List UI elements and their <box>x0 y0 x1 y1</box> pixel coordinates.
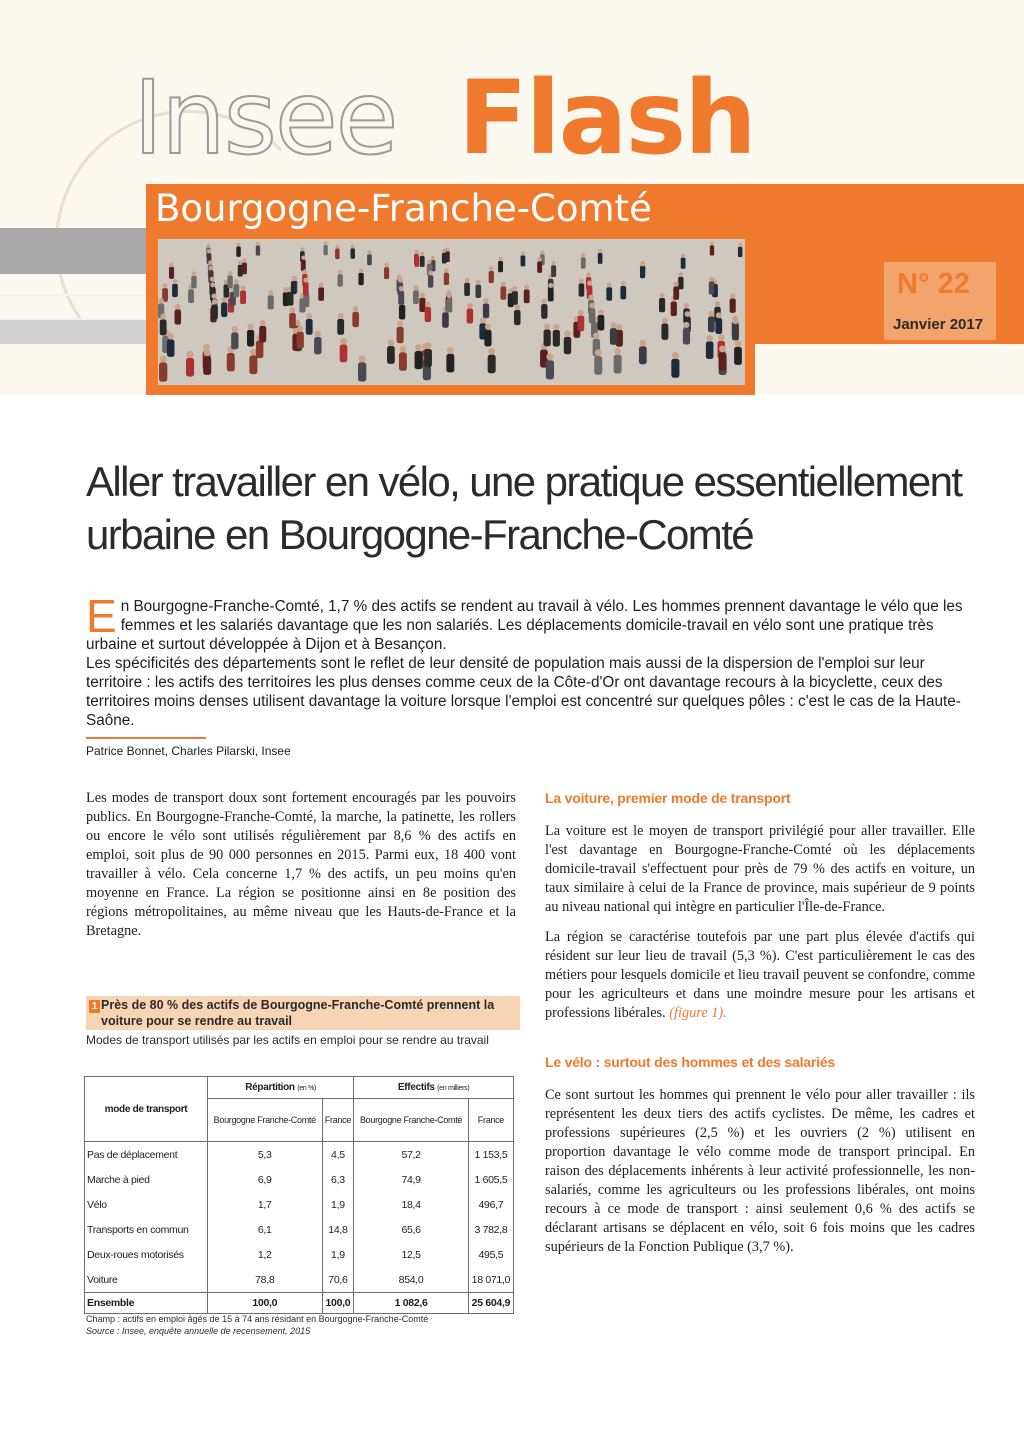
table-cell: 100,0 <box>322 1293 354 1314</box>
table-cell: 25 604,9 <box>468 1293 513 1314</box>
authors: Patrice Bonnet, Charles Pilarski, Insee <box>86 744 291 758</box>
row-label: Transports en commun <box>85 1217 208 1242</box>
table-row <box>85 1167 514 1192</box>
table-cell: 1,9 <box>322 1192 354 1217</box>
table-cell: 1,7 <box>208 1192 323 1217</box>
figure-source: Source : Insee, enquête annuelle de recensement, 2015 <box>86 1326 311 1336</box>
table-cell: 6,3 <box>322 1167 354 1192</box>
section-heading: Le vélo : surtout des hommes et des salariés <box>545 1054 835 1070</box>
right-column <box>545 789 975 1257</box>
row-label: Marche à pied <box>85 1167 208 1192</box>
abstract-paragraph: n Bourgogne-Franche-Comté, 1,7 % des actifs se rendent au travail à vélo. Les hommes prennent davantage le vélo que les femmes et les salariés davantage que les non salariés. Les déplacements domicile-travail en vélo sont une pratique très urbaine et surtout développée à Dijon et à Besançon. <box>86 598 963 653</box>
table-cell: 1 153,5 <box>468 1142 513 1168</box>
table-cell: 100,0 <box>208 1293 323 1314</box>
table-cell: 14,8 <box>322 1217 354 1242</box>
table-cell: 18,4 <box>354 1192 469 1217</box>
body-text: La région se caractérise toutefois par une part plus élevée d'actifs qui résident sur leur lieu de travail (5,3 %). C'est particulièrement le cas des métiers pour lesquels domicile et lieu travail peuvent se confondre, comme pour les agriculteurs et dans une moindre mesure pour les artisans et professions libérales. <box>545 929 975 1021</box>
intro-paragraph: Les modes de transport doux sont fortement encouragés par les pouvoirs publics. En Bourgogne-Franche-Comté, la marche, la patinette, les rollers ou encore le vélo sont utilisés régulièrement par 8,6 % des actifs en emploi, soit plus de 90 000 personnes en 2015. Parmi eux, 18 400 vont travailler à vélo. Cela concerne 1,7 % des actifs, un peu moins qu'en moyenne en France. La région se positionne ainsi en 8e position des régions métropolitaines, au même niveau que les Hauts-de-France et la Bretagne. <box>86 790 516 939</box>
table-total-row <box>85 1293 514 1314</box>
body-paragraph: La voiture est le moyen de transport privilégié pour aller travailler. Elle l'est davantage en Bourgogne-Franche-Comté où les déplacements domicile-travail s'effectuent pour près de 79 % des actifs en voiture, un taux similaire à celui de la France de province, mais supérieur de 9 points au niveau national qui intègre en particulier l'Île-de-France. <box>545 823 975 915</box>
figure-link[interactable]: (figure 1). <box>669 1005 727 1021</box>
logo-insee: Insee <box>133 59 397 178</box>
authors-rule <box>86 737 206 739</box>
article-title: Aller travailler en vélo, une pratique essentiellement urbaine en Bourgogne-Franche-Comté <box>86 458 962 558</box>
column-group-effectifs <box>354 1077 514 1099</box>
table-cell: 5,3 <box>208 1142 323 1168</box>
table-row <box>85 1242 514 1267</box>
row-label: Ensemble <box>85 1293 208 1314</box>
drop-cap: E <box>86 590 117 642</box>
figure-title: Près de 80 % des actifs de Bourgogne-Franche-Comté prennent la voiture pour se rendre au travail <box>101 998 495 1028</box>
column-header-region: Bourgogne Franche-Comté <box>208 1099 323 1142</box>
group-label: Répartition <box>245 1082 295 1093</box>
table-cell: 65,6 <box>354 1217 469 1242</box>
figure-title-box <box>86 996 520 1030</box>
article-abstract <box>86 590 970 730</box>
row-label: Deux-roues motorisés <box>85 1242 208 1267</box>
figure-subtitle: Modes de transport utilisés par les actifs en emploi pour se rendre au travail <box>86 1033 489 1047</box>
crowd-photo <box>158 239 745 385</box>
logo-flash: Flash <box>458 59 755 178</box>
table-row <box>85 1217 514 1242</box>
table-cell: 1,9 <box>322 1242 354 1267</box>
section-heading: La voiture, premier mode de transport <box>545 790 791 806</box>
row-label: Pas de déplacement <box>85 1142 208 1168</box>
group-label: Effectifs <box>397 1082 435 1093</box>
table-cell: 74,9 <box>354 1167 469 1192</box>
table-cell: 6,9 <box>208 1167 323 1192</box>
body-paragraph: Ce sont surtout les hommes qui prennent le vélo pour aller travailler : ils représentent les deux tiers des actifs cyclistes. De même, les cadres et professions supérieures (2,5 %) et les ouvriers (2 %) utilisent en proportion davantage le vélo comme mode de transport principal. En raison des déplacements inhérents à leur activité professionnelle, les non-salariés, comme les agriculteurs ou les professions libérales, ont moins recours à ce mode de transport : ainsi seulement 0,6 % des actifs se déclarant artisans se déplacent en vélo, soit 6 fois moins que les cadres supérieurs de la Fonction Publique (3,7 %). <box>545 1087 975 1255</box>
table-cell: 1,2 <box>208 1242 323 1267</box>
figure-notes <box>86 1313 428 1337</box>
column-group-repartition <box>208 1077 354 1099</box>
table-cell: 495,5 <box>468 1242 513 1267</box>
body-paragraph <box>545 928 975 1023</box>
issue-date: Janvier 2017 <box>893 316 984 333</box>
column-header-region: Bourgogne Franche-Comté <box>354 1099 469 1142</box>
table-cell: 57,2 <box>354 1142 469 1168</box>
table-cell: 1 082,6 <box>354 1293 469 1314</box>
table-cell: 18 071,0 <box>468 1267 513 1293</box>
table-cell: 3 782,8 <box>468 1217 513 1242</box>
table-cell: 78,8 <box>208 1267 323 1293</box>
table-cell: 1 605,5 <box>468 1167 513 1192</box>
table-cell: 4,5 <box>322 1142 354 1168</box>
table-cell: 854,0 <box>354 1267 469 1293</box>
group-unit: (en milliers) <box>437 1085 470 1092</box>
issue-number: N° 22 <box>897 268 970 300</box>
column-header-france: France <box>468 1099 513 1142</box>
column-header-mode: mode de transport <box>85 1077 208 1142</box>
table-row <box>85 1142 514 1168</box>
figure-number: 1 <box>89 1000 100 1013</box>
table-row <box>85 1192 514 1217</box>
transport-table <box>84 1076 514 1314</box>
group-unit: (en %) <box>297 1085 317 1092</box>
row-label: Vélo <box>85 1192 208 1217</box>
table-cell: 496,7 <box>468 1192 513 1217</box>
region-name: Bourgogne-Franche-Comté <box>155 187 652 230</box>
left-column <box>86 789 516 941</box>
table-cell: 12,5 <box>354 1242 469 1267</box>
abstract-paragraph: Les spécificités des départements sont le reflet de leur densité de population mais aussi de la dispersion de l'emploi sur leur territoire : les actifs des territoires les plus denses comme ceux de la Côte-d'Or ont davantage recours à la bicyclette, ceux des territoires moins denses utilisent davantage la voiture lorsque l'emploi est concentré sur quelques pôles : c'est le cas de la Haute-Saône. <box>86 655 961 729</box>
column-header-france: France <box>322 1099 354 1142</box>
table-row <box>85 1267 514 1293</box>
table-cell: 70,6 <box>322 1267 354 1293</box>
figure-scope: Champ : actifs en emploi âgés de 15 à 74 ans résidant en Bourgogne-Franche-Comté <box>86 1314 429 1324</box>
row-label: Voiture <box>85 1267 208 1293</box>
table-cell: 6,1 <box>208 1217 323 1242</box>
